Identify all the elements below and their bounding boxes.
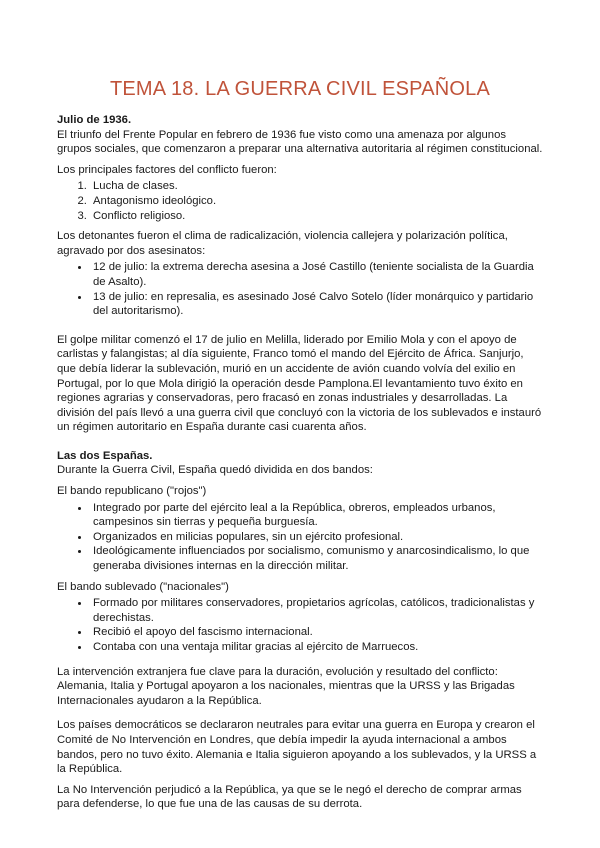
section-heading-julio-1936: Julio de 1936. — [57, 114, 132, 126]
document-body — [57, 113, 543, 812]
paragraph-two-sides-intro: Durante la Guerra Civil, España quedó dividida en dos bandos: — [57, 464, 373, 477]
list-item: • Contaba con una ventaja militar gracias al ejército de Marruecos. — [90, 640, 543, 655]
list-item: • 13 de julio: en represalia, es asesinado José Calvo Sotelo (líder monárquico y partidario del autoritarismo). — [90, 290, 543, 319]
list-item: • 12 de julio: la extrema derecha asesina a José Castillo (teniente socialista de la Guardia de Asalto). — [90, 260, 543, 289]
republican-list — [57, 501, 543, 574]
paragraph-consequence: La No Intervención perjudicó a la República, ya que se le negó el derecho de comprar armas para defenderse, lo que fue una de las causas de su derrota. — [57, 783, 522, 811]
triggers-list — [57, 260, 543, 318]
list-item: 1. Lucha de clases. — [90, 179, 543, 194]
list-item: 3. Conflicto religioso. — [90, 209, 543, 224]
list-item: • Recibió el apoyo del fascismo internacional. — [90, 625, 543, 640]
list-item: 2. Antagonismo ideológico. — [90, 194, 543, 209]
paragraph-non-intervention: Los países democráticos se declararon neutrales para evitar una guerra en Europa y crearon el Comité de No Intervención en Londres, que debía impedir la ayuda internacional a ambos bandos, pero no tuvo éxito. Alemania e Italia siguieron apoyando a los sublevados, y la URSS a la República. — [57, 719, 537, 776]
nationalist-side-title: El bando sublevado ("nacionales") — [57, 580, 229, 593]
factors-list — [57, 179, 543, 223]
list-item: • Integrado por parte del ejército leal a la República, obreros, empleados urbanos, campesinos sin tierras y pequeña burguesía. — [90, 501, 543, 530]
list-item: • Ideológicamente influenciados por socialismo, comunismo y anarcosindicalismo, lo que generaba divisiones internas en la dirección militar. — [90, 544, 543, 573]
paragraph-intro: El triunfo del Frente Popular en febrero de 1936 fue visto como una amenaza por algunos grupos sociales, que comenzaron a preparar una alternativa autoritaria al régimen constitucional. — [57, 128, 543, 156]
paragraph-foreign-intervention: La intervención extranjera fue clave para la duración, evolución y resultado del conflicto: Alemania, Italia y Portugal apoyaron a los nacionales, mientras que la URSS y las Brigadas Internacionales ayudaron a la República. — [57, 665, 515, 707]
nationalist-list — [57, 596, 543, 654]
page-title: TEMA 18. LA GUERRA CIVIL ESPAÑOLA — [109, 78, 491, 100]
section-heading-dos-espanas: Las dos Españas. — [57, 449, 153, 462]
republican-side-title: El bando republicano ("rojos") — [57, 485, 207, 498]
list-item: • Formado por militares conservadores, propietarios agrícolas, católicos, tradicionalistas y derechistas. — [90, 596, 543, 625]
paragraph-factors-intro: Los principales factores del conflicto fueron: — [57, 163, 277, 176]
paragraph-coup: El golpe militar comenzó el 17 de julio en Melilla, liderado por Emilio Mola y con el apoyo de carlistas y falangistas; al día siguiente, Franco tomó el mando del Ejército de África. Sanjurjo, que debía liderar la sublevación, murió en un accidente de avión cuando volvía del exilio en Portugal, por lo que Mola dirigió la operación desde Pamplona.El levantamiento tuvo éxito en regiones agrarias y conservadoras, pero fracasó en zonas industriales y desarrolladas. La división del país llevó a una guerra civil que concluyó con la victoria de los sublevados e instauró un régimen autoritario en España durante casi cuarenta años. — [57, 333, 542, 434]
list-item: • Organizados en milicias populares, sin un ejército profesional. — [90, 530, 543, 545]
paragraph-triggers-intro: Los detonantes fueron el clima de radicalización, violencia callejera y polarización política, agravado por dos asesinatos: — [57, 230, 508, 257]
